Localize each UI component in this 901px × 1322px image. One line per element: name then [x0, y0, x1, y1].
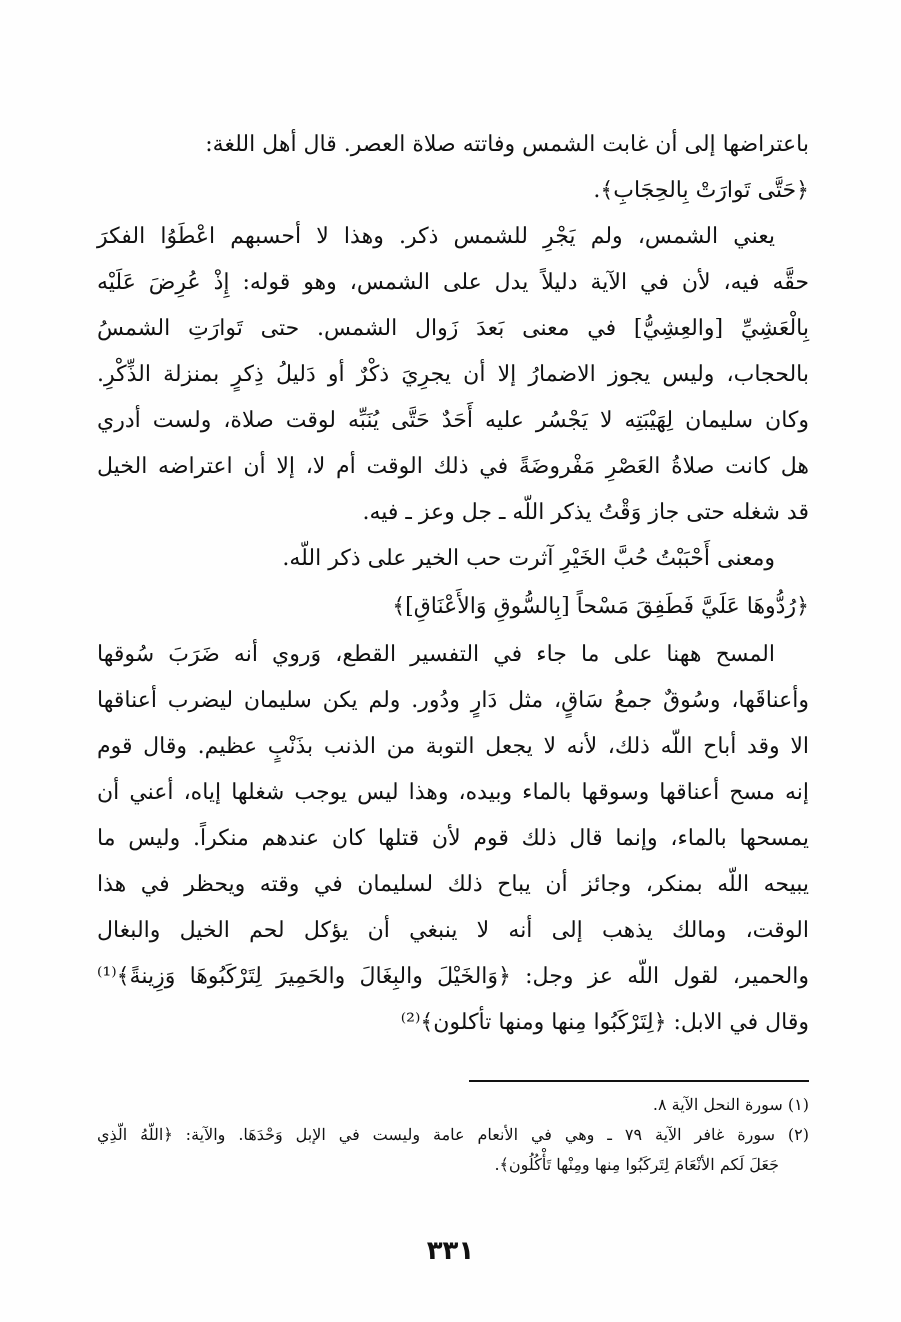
text-line: الا وقد أباح اللّه ذلك، لأنه لا يجعل التوبة من الذنب بذَنْبٍ عظيم. وقال قوم [97, 734, 809, 759]
text-line: وأعناقَها، وسُوقٌ جمعُ سَاقٍ، مثل دَارٍ ودُور. ولم يكن سليمان ليضرب أعناقها [97, 688, 809, 713]
text-line: ﴿رُدُّوهَا عَلَيَّ فَطَفِقَ مَسْحاً [بِالسُّوقِ وَالأَعْنَاقِ]﴾ [392, 594, 809, 619]
footnote: (٢) سورة غافر الآية ٧٩ ـ وهي في الأنعام عامة وليست في الإبل وَحْدَهَا. والآية: ﴿اللّهُ الّذِي [97, 1125, 809, 1144]
text-line: حقَّه فيه، لأن في الآية دليلاً يدل على الشمس، وهو قوله: إِذْ عُرِضَ عَلَيْه [97, 270, 809, 295]
text-line: يبيحه اللّه بمنكر، وجائز أن يباح ذلك لسليمان في وقته ويحظر في هذا [97, 872, 809, 897]
text-line: قد شغله حتى جاز وَقْتُ يذكر اللّه ـ جل وعز ـ فيه. [362, 500, 809, 525]
footnote-separator [469, 1080, 809, 1082]
page-number: ٣٣١ [426, 1236, 475, 1266]
footnotes [97, 1090, 809, 1180]
text-line: ﴿حَتَّى تَوارَتْ بِالحِجَابِ﴾. [593, 178, 809, 203]
text-line: الوقت، ومالك يذهب إلى أنه لا ينبغي أن يؤكل لحم الخيل والبغال [97, 918, 809, 943]
footnote: (١) سورة النحل الآية ٨. [652, 1095, 809, 1114]
text-line: باعتراضها إلى أن غابت الشمس وفاتته صلاة العصر. قال أهل اللغة: [205, 132, 809, 157]
text-line: هل كانت صلاةُ العَصْرِ مَفْروضَةً في ذلك الوقت أم لا، إلا أن اعتراضه الخيل [97, 454, 809, 479]
text-line: وقال في الابل: ﴿لِتَرْكَبُوا مِنها ومنها تأكلون﴾⁽²⁾ [400, 1010, 809, 1035]
text-line: إنه مسح أعناقها وسوقها بالماء وبيده، وهذا ليس يوجب شغلها إياه، أعني أن [97, 780, 809, 805]
text-line: بالحجاب، وليس يجوز الاضمارُ إلا أن يجرِيَ ذكْرٌ أو دَليلُ ذِكرٍ بمنزلة الذِّكْرِ. [97, 362, 809, 387]
text-line: وكان سليمان لِهَيْبَتِه لا يَجْسُر عليه أَحَدٌ حَتَّى يُنَبِّه لوقت صلاة، ولست أدري [97, 408, 809, 433]
text-line: ومعنى أَحْبَبْتُ حُبَّ الخَيْرِ آثرت حب الخير على ذكر اللّه. [282, 546, 775, 571]
text-line: والحمير، لقول اللّه عز وجل: ﴿وَالخَيْلَ والبِغَالَ والحَمِيرَ لِتَرْكَبُوهَا وَزِينةً﴾⁽¹⁾ [97, 964, 809, 989]
text-line: المسح ههنا على ما جاء في التفسير القطع، وَروي أنه ضَرَبَ سُوقها [97, 642, 775, 667]
text-line: يمسحها بالماء، وإنما قال ذلك قوم لأن قتلها كان عندهم منكراً. وليس ما [97, 826, 809, 851]
text-line: بِالْعَشِيِّ [والعِشِيُّ] في معنى بَعدَ زَوال الشمس. حتى تَوارَتِ الشمسُ [97, 316, 809, 341]
text-line: يعني الشمس، ولم يَجْرِ للشمس ذكر. وهذا لا أحسبهم اعْطَوُا الفكرَ [97, 224, 775, 249]
main-text [97, 122, 809, 1046]
footnote: جَعَلَ لَكم الأنْعَامَ لِتَركَبُوا مِنها ومِنْها تَأْكُلُون﴾. [494, 1155, 779, 1174]
